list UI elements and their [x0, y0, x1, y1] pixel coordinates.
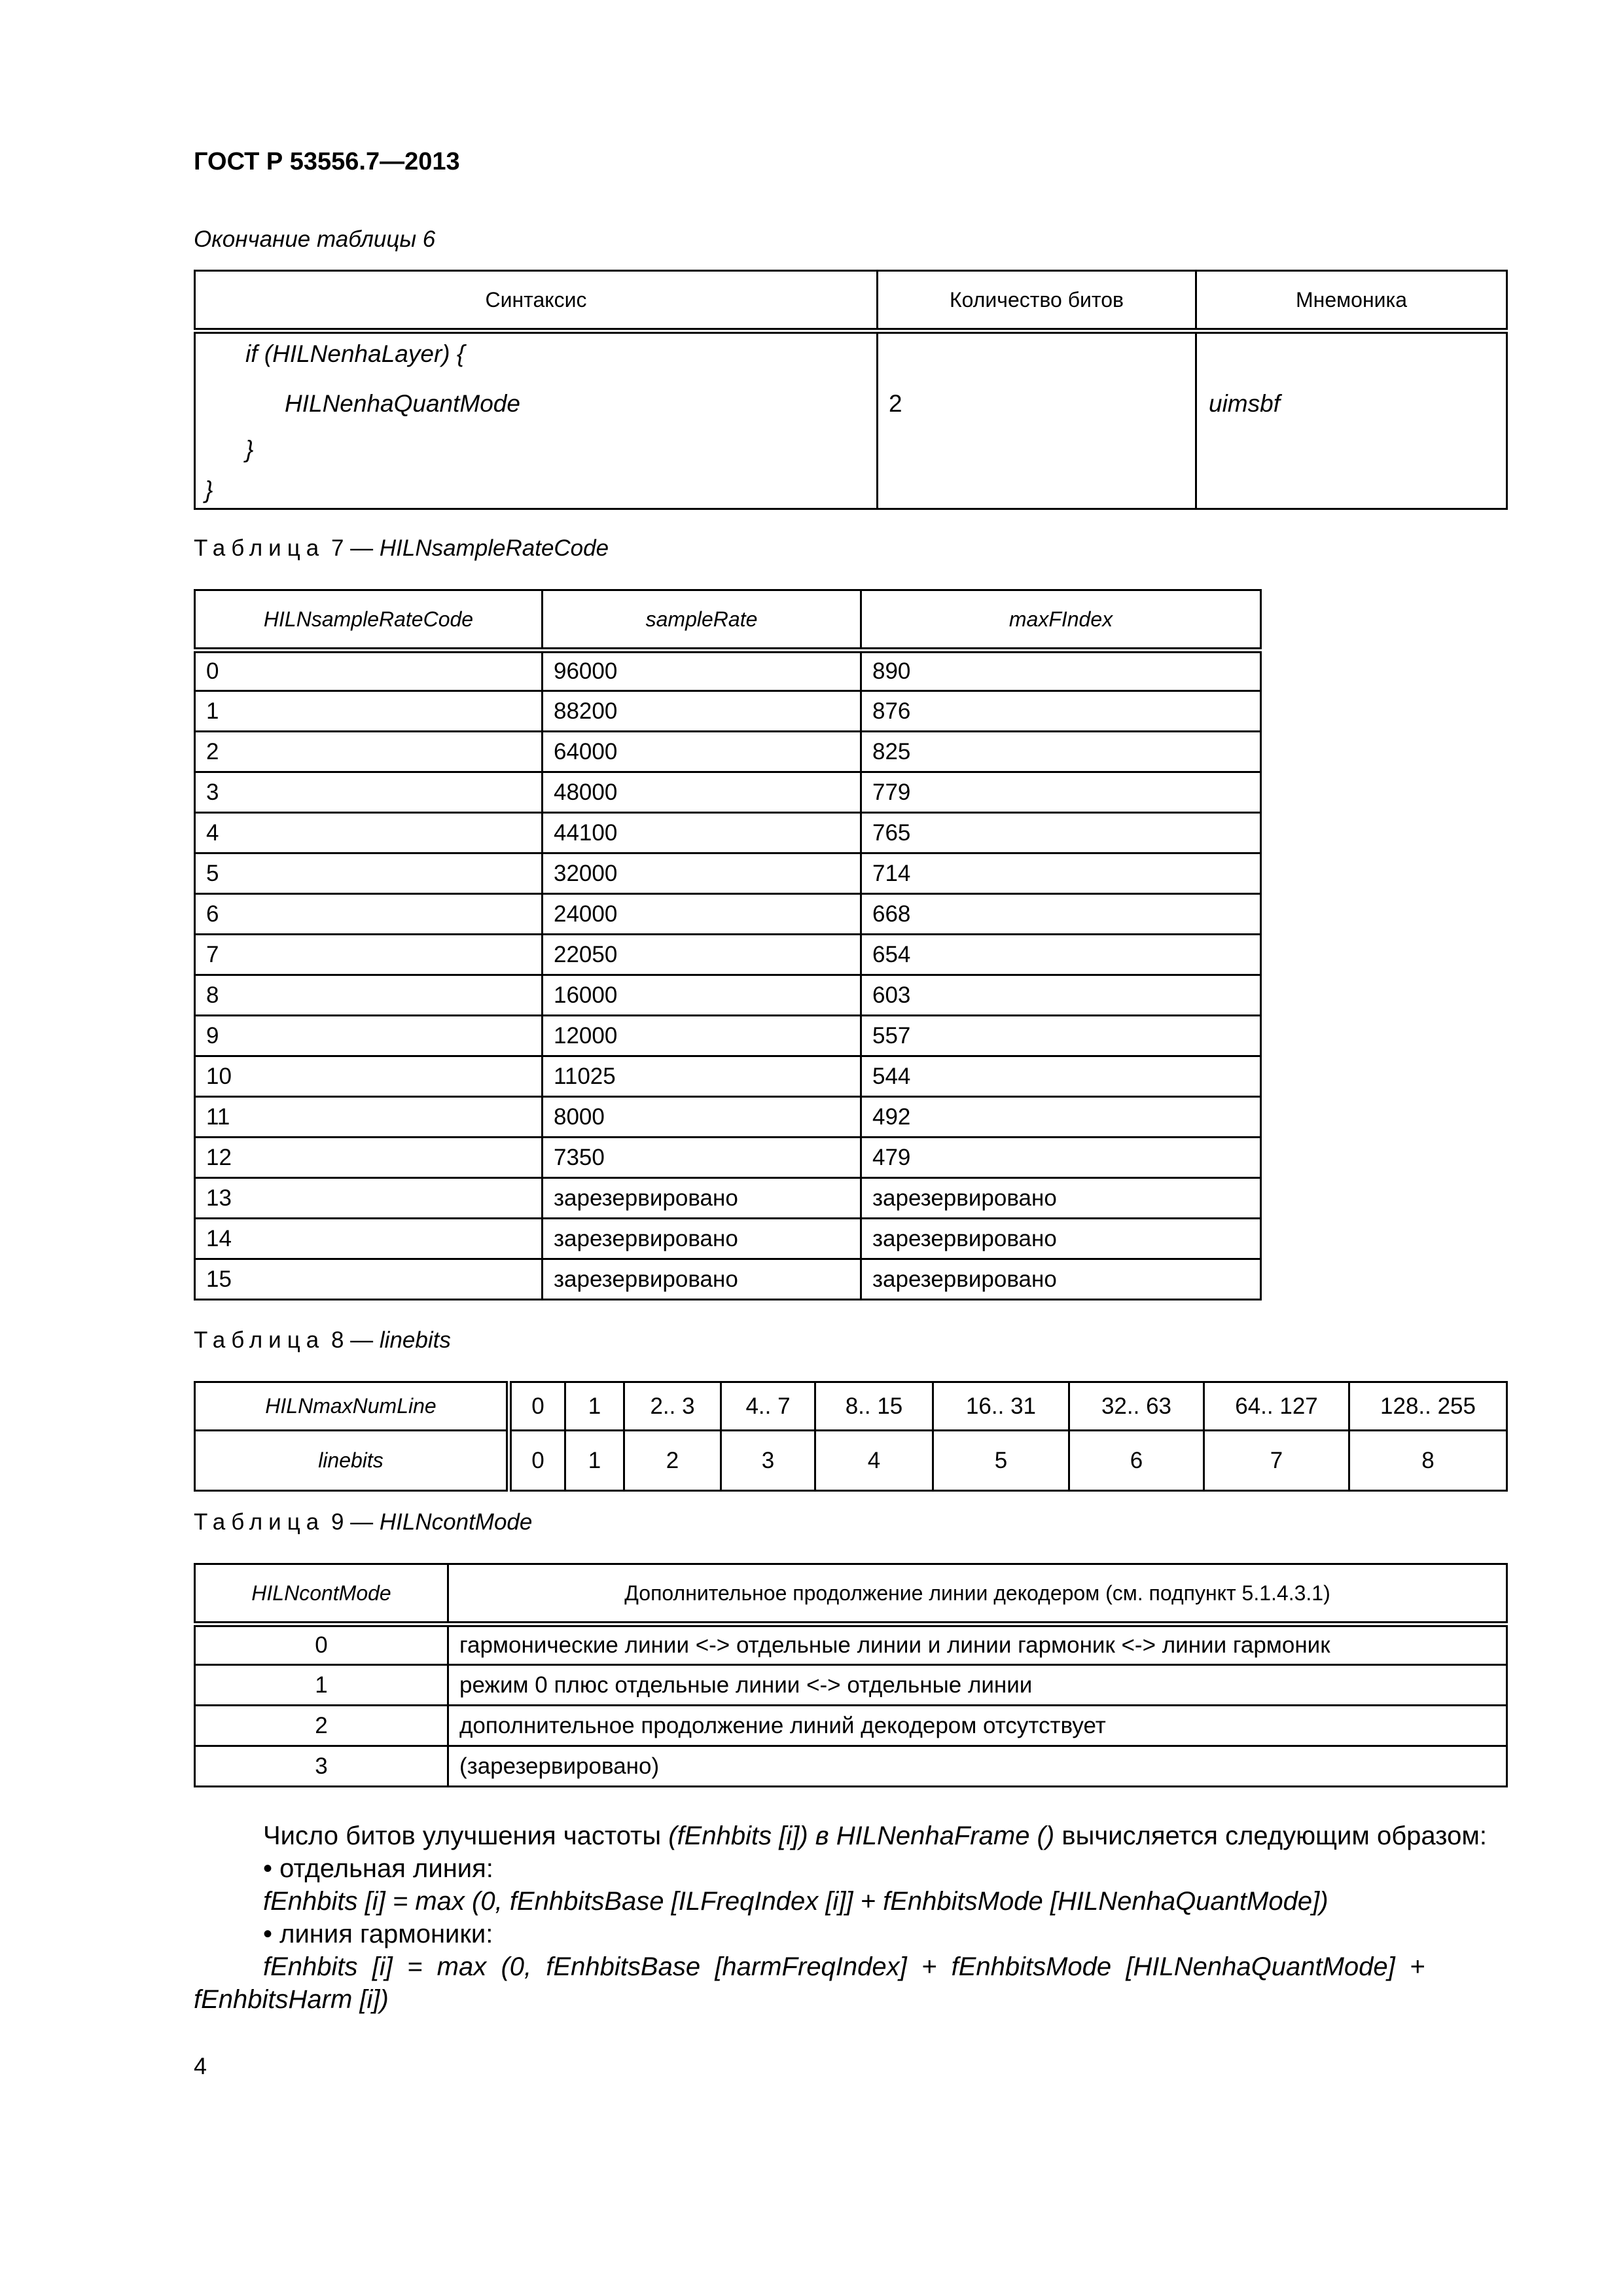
table8-row1-cell: 16.. 31	[933, 1382, 1069, 1431]
table7-cell-code: 0	[195, 651, 543, 691]
table7-cell-samplerate: зарезервировано	[543, 1219, 861, 1259]
table7-cell-code: 13	[195, 1178, 543, 1219]
table7-row	[195, 1259, 1261, 1300]
table7-header-samplerate: sampleRate	[543, 590, 861, 651]
table7-cell-code: 2	[195, 732, 543, 772]
table7-row	[195, 691, 1261, 732]
page-number: 4	[194, 2053, 207, 2079]
table7-cell-samplerate: 44100	[543, 813, 861, 853]
table6	[194, 270, 1508, 510]
table7-cell-samplerate: 96000	[543, 651, 861, 691]
bullet-single-line: • отдельная линия:	[263, 1854, 493, 1883]
table8-caption-name: linebits	[379, 1327, 451, 1353]
table8-row1-cell: 128.. 255	[1349, 1382, 1507, 1431]
table7-caption	[194, 535, 609, 562]
table7-cell-maxfindex: 714	[861, 853, 1261, 894]
intro-text-c: вычисляется следующим образом:	[1054, 1821, 1487, 1850]
table7-cell-samplerate: 88200	[543, 691, 861, 732]
table9-header-mode: HILNcontMode	[195, 1564, 448, 1624]
table7-caption-name: HILNsampleRateCode	[379, 535, 609, 561]
table7-cell-code: 12	[195, 1138, 543, 1178]
table7-cell-samplerate: 22050	[543, 935, 861, 975]
table8-row2-cell: 8	[1349, 1431, 1507, 1491]
table8-row1-cell: 2.. 3	[624, 1382, 721, 1431]
table7-row	[195, 1056, 1261, 1097]
table8-row2-label: linebits	[195, 1431, 509, 1491]
table9-caption-label: Таблица	[194, 1509, 325, 1535]
table7-row	[195, 975, 1261, 1016]
table8-row1-label: HILNmaxNumLine	[195, 1382, 509, 1431]
table7	[194, 589, 1262, 1300]
formula-single-line: fEnhbits [i] = max (0, fEnhbitsBase [ILFreqIndex [i]] + fEnhbitsMode [HILNenhaQuantMode])	[263, 1887, 1329, 1916]
table6-caption: Окончание таблицы 6	[194, 226, 436, 252]
table7-cell-maxfindex: 779	[861, 772, 1261, 813]
table7-cell-code: 15	[195, 1259, 543, 1300]
table8-row2-cell: 7	[1204, 1431, 1349, 1491]
table8-caption-number: 8 —	[330, 1327, 374, 1353]
table8-row1-cell: 8.. 15	[815, 1382, 933, 1431]
table7-cell-maxfindex: 654	[861, 935, 1261, 975]
table9-cell-mode: 3	[195, 1746, 448, 1787]
table9-cell-description: гармонические линии <-> отдельные линии и линии гармоник <-> линии гармоник	[448, 1624, 1507, 1665]
table6-header-bits: Количество битов	[878, 271, 1196, 331]
table6-bits-cell	[878, 331, 1196, 509]
syntax-line-4: }	[205, 476, 213, 503]
table8	[194, 1381, 1508, 1492]
table7-row	[195, 1219, 1261, 1259]
table6-header-mnemonic: Мнемоника	[1196, 271, 1507, 331]
table7-row	[195, 813, 1261, 853]
table7-cell-maxfindex: 492	[861, 1097, 1261, 1138]
table7-row	[195, 935, 1261, 975]
table8-row2-cell: 5	[933, 1431, 1069, 1491]
table7-cell-samplerate: 12000	[543, 1016, 861, 1056]
table9-caption-number: 9 —	[330, 1509, 374, 1535]
table6-mnemonic-cell	[1196, 331, 1507, 509]
table7-header-code: HILNsampleRateCode	[195, 590, 543, 651]
table7-cell-maxfindex: 557	[861, 1016, 1261, 1056]
table9-row	[195, 1624, 1507, 1665]
table7-cell-code: 10	[195, 1056, 543, 1097]
table7-cell-samplerate: 11025	[543, 1056, 861, 1097]
table7-cell-maxfindex: 479	[861, 1138, 1261, 1178]
formula-harmonic-line-1: fEnhbits [i] = max (0, fEnhbitsBase [harmFreqIndex] + fEnhbitsMode [HILNenhaQuantMode] +	[263, 1952, 1425, 1981]
table7-cell-code: 14	[195, 1219, 543, 1259]
document-header: ГОСТ Р 53556.7—2013	[194, 148, 460, 175]
table9	[194, 1563, 1508, 1787]
table9-caption	[194, 1509, 532, 1535]
table7-cell-maxfindex: 890	[861, 651, 1261, 691]
table7-cell-code: 6	[195, 894, 543, 935]
table7-cell-maxfindex: 668	[861, 894, 1261, 935]
table7-cell-samplerate: зарезервировано	[543, 1178, 861, 1219]
table7-cell-maxfindex: зарезервировано	[861, 1219, 1261, 1259]
table8-row2-cell: 3	[721, 1431, 815, 1491]
table7-cell-code: 1	[195, 691, 543, 732]
syntax-line-3: }	[245, 436, 254, 463]
table8-row1-cell: 32.. 63	[1069, 1382, 1204, 1431]
table7-cell-samplerate: 64000	[543, 732, 861, 772]
table8-row1	[195, 1382, 1507, 1431]
formula-harmonic-line-2: fEnhbitsHarm [i])	[194, 1985, 389, 2014]
table7-cell-samplerate: 24000	[543, 894, 861, 935]
table8-caption	[194, 1327, 451, 1354]
table8-row2-cell: 1	[565, 1431, 624, 1491]
table9-row	[195, 1665, 1507, 1706]
table7-cell-code: 5	[195, 853, 543, 894]
table7-cell-samplerate: 16000	[543, 975, 861, 1016]
table7-cell-maxfindex: 544	[861, 1056, 1261, 1097]
table7-cell-samplerate: 8000	[543, 1097, 861, 1138]
table6-syntax-cell	[195, 331, 878, 509]
table7-cell-maxfindex: 825	[861, 732, 1261, 772]
table7-cell-samplerate: зарезервировано	[543, 1259, 861, 1300]
table7-caption-number: 7 —	[330, 535, 374, 561]
table8-caption-label: Таблица	[194, 1327, 325, 1353]
table7-cell-samplerate: 48000	[543, 772, 861, 813]
table8-row2-cell: 0	[509, 1431, 565, 1491]
table8-row1-cell: 0	[509, 1382, 565, 1431]
table9-row	[195, 1706, 1507, 1746]
table8-row2-cell: 6	[1069, 1431, 1204, 1491]
table7-header-maxfindex: maxFIndex	[861, 590, 1261, 651]
table7-cell-code: 4	[195, 813, 543, 853]
table7-cell-code: 3	[195, 772, 543, 813]
paragraph-intro	[194, 1820, 1508, 1852]
table9-cell-description: (зарезервировано)	[448, 1746, 1507, 1787]
syntax-line-2: HILNenhaQuantMode	[285, 390, 520, 417]
table7-row	[195, 853, 1261, 894]
table7-row	[195, 772, 1261, 813]
table7-row	[195, 651, 1261, 691]
table8-row1-cell: 64.. 127	[1204, 1382, 1349, 1431]
table7-cell-code: 8	[195, 975, 543, 1016]
bullet-harmonic-line: • линия гармоники:	[263, 1920, 493, 1948]
table7-row	[195, 894, 1261, 935]
table6-bits-value: 2	[889, 390, 902, 417]
table7-cell-code: 11	[195, 1097, 543, 1138]
table9-caption-name: HILNcontMode	[379, 1509, 533, 1535]
table9-cell-description: дополнительное продолжение линий декодером отсутствует	[448, 1706, 1507, 1746]
table9-cell-mode: 0	[195, 1624, 448, 1665]
table7-row	[195, 1178, 1261, 1219]
table9-header-description: Дополнительное продолжение линии декодером (см. подпункт 5.1.4.3.1)	[448, 1564, 1507, 1624]
table8-row2-cell: 4	[815, 1431, 933, 1491]
table7-row	[195, 1016, 1261, 1056]
table8-row1-cell: 4.. 7	[721, 1382, 815, 1431]
table7-cell-code: 7	[195, 935, 543, 975]
intro-text-a: Число битов улучшения частоты	[263, 1821, 669, 1850]
table7-cell-maxfindex: 876	[861, 691, 1261, 732]
intro-text-b: (fEnhbits [i]) в HILNenhaFrame ()	[668, 1821, 1055, 1850]
formula-text	[194, 1820, 1508, 2016]
table9-cell-description: режим 0 плюс отдельные линии <-> отдельные линии	[448, 1665, 1507, 1706]
table7-cell-maxfindex: зарезервировано	[861, 1178, 1261, 1219]
table8-row2	[195, 1431, 1507, 1491]
table8-row1-cell: 1	[565, 1382, 624, 1431]
table7-row	[195, 732, 1261, 772]
table7-row	[195, 1097, 1261, 1138]
syntax-line-1: if (HILNenhaLayer) {	[245, 340, 465, 367]
table9-row	[195, 1746, 1507, 1787]
table7-cell-maxfindex: 603	[861, 975, 1261, 1016]
table6-mnemonic-value: uimsbf	[1209, 390, 1280, 417]
table6-header-syntax: Синтаксис	[195, 271, 878, 331]
table7-cell-maxfindex: зарезервировано	[861, 1259, 1261, 1300]
table7-caption-label: Таблица	[194, 535, 325, 561]
table7-cell-samplerate: 32000	[543, 853, 861, 894]
table9-cell-mode: 2	[195, 1706, 448, 1746]
table8-row2-cell: 2	[624, 1431, 721, 1491]
table7-cell-code: 9	[195, 1016, 543, 1056]
table7-cell-maxfindex: 765	[861, 813, 1261, 853]
table7-cell-samplerate: 7350	[543, 1138, 861, 1178]
table9-cell-mode: 1	[195, 1665, 448, 1706]
table7-row	[195, 1138, 1261, 1178]
